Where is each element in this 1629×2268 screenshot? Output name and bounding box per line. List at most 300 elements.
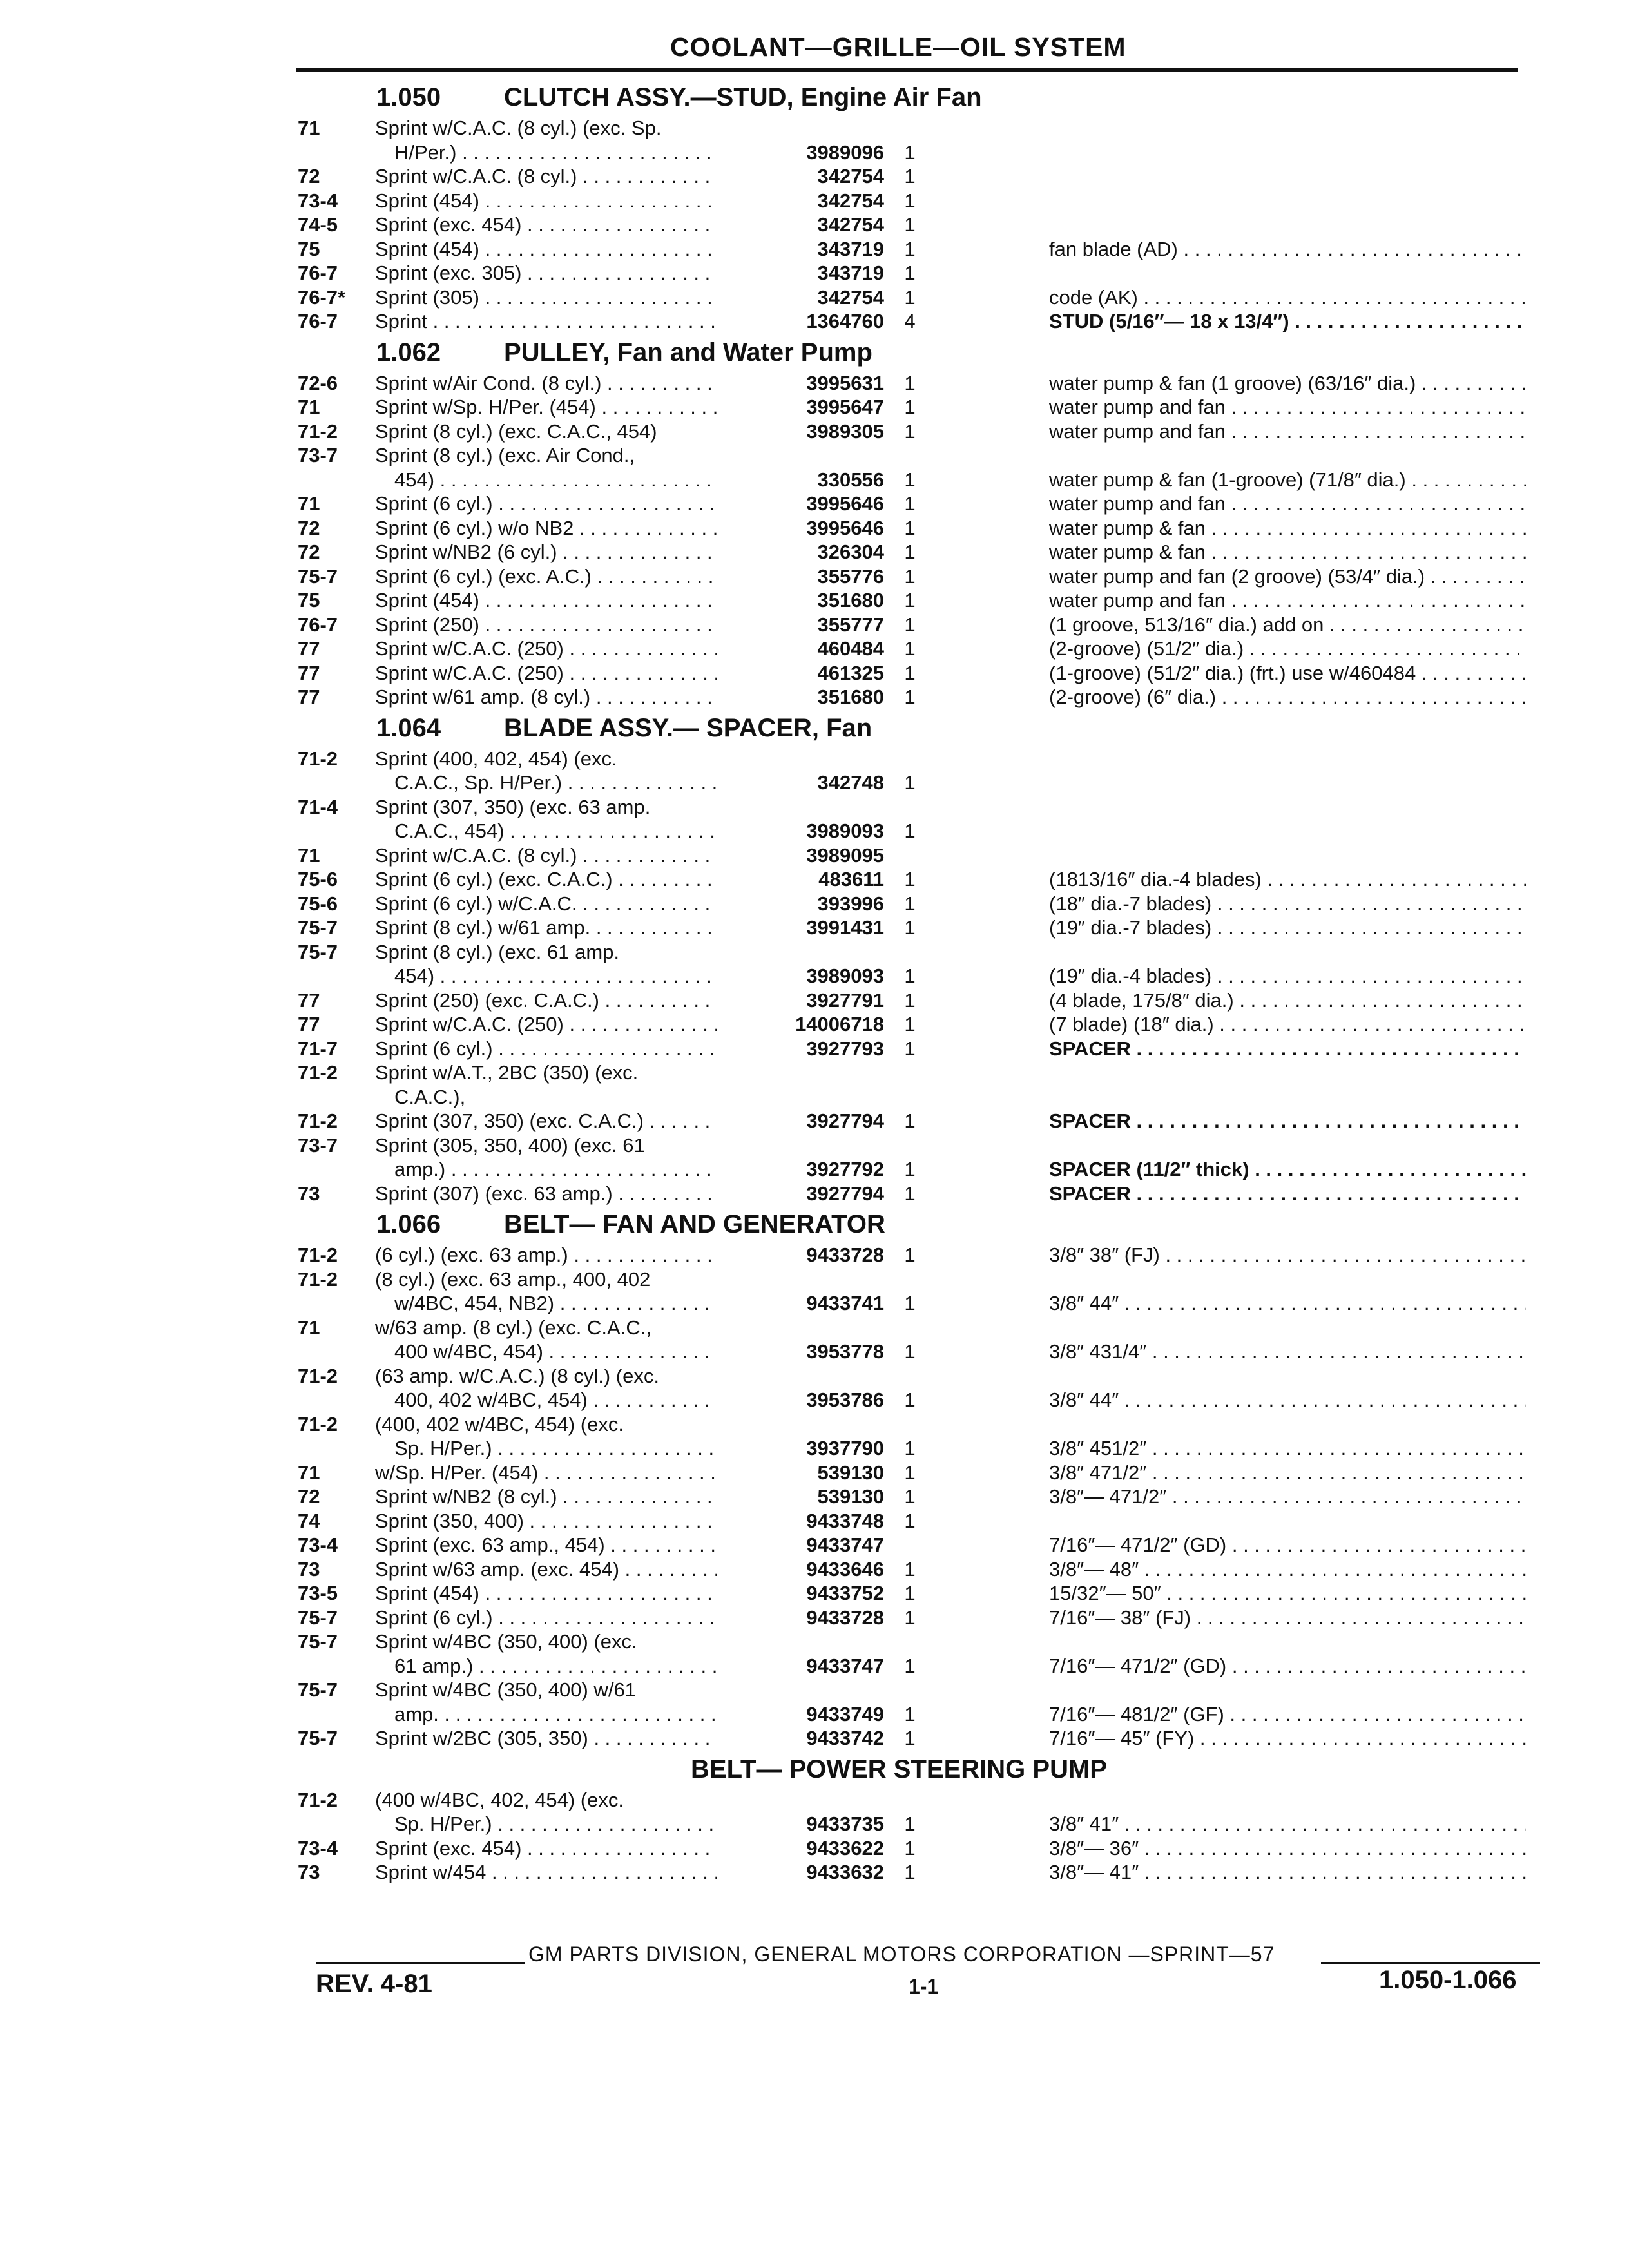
part-description: Sprint (454) . . . — [375, 237, 717, 262]
quantity: 1 — [904, 396, 916, 418]
part-number: 355776 — [817, 564, 884, 588]
quantity: 1 — [904, 541, 916, 563]
part-description: Sprint (454) . . . — [375, 189, 717, 213]
part-note: 7/16″— 38″ (FJ) . . . — [1049, 1606, 1526, 1629]
note-row — [1049, 540, 1526, 564]
part-description: H/Per.) . . . — [394, 140, 717, 165]
table-row — [298, 1388, 942, 1412]
table-row — [298, 1788, 942, 1812]
quantity: 1 — [904, 262, 916, 284]
note-row — [1049, 1702, 1526, 1727]
note-row — [1049, 1133, 1526, 1158]
quantity: 1 — [904, 916, 916, 939]
table-row — [298, 1085, 942, 1110]
part-description: w/4BC, 454, NB2) . . . — [394, 1291, 717, 1316]
note-row — [1049, 213, 1526, 237]
quantity: 1 — [904, 965, 916, 987]
part-number: 9433748 — [806, 1509, 884, 1532]
quantity: 1 — [904, 1182, 916, 1205]
part-number: 9433752 — [806, 1582, 884, 1604]
part-description: Sprint w/Sp. H/Per. (454) . . . — [375, 395, 717, 419]
table-row — [298, 1836, 942, 1861]
part-note: SPACER . . . — [1049, 1182, 1526, 1205]
illustration-number: 73-7 — [298, 1133, 338, 1157]
part-description: Sprint w/C.A.C. (250) . . . — [375, 1012, 717, 1037]
part-description: Sprint (8 cyl.) (exc. 61 amp. — [375, 940, 620, 963]
part-note: SPACER (11/2″ thick) . . . — [1049, 1158, 1526, 1180]
table-row — [298, 395, 942, 419]
table-row — [298, 1243, 942, 1267]
section-number: 1.062 — [376, 338, 441, 367]
part-description: w/63 amp. (8 cyl.) (exc. C.A.C., — [375, 1316, 651, 1339]
part-note: 7/16″— 45″ (FY) . . . — [1049, 1727, 1526, 1749]
part-note: SPACER . . . — [1049, 1110, 1526, 1132]
part-note: 3/8″— 36″ . . . — [1049, 1837, 1526, 1860]
table-row — [298, 213, 942, 237]
part-description: Sprint (6 cyl.) . . . — [375, 492, 717, 516]
quantity: 1 — [904, 1340, 916, 1363]
table-row — [298, 309, 942, 334]
illustration-number: 75-7 — [298, 1630, 338, 1653]
part-description: Sprint (400, 402, 454) (exc. — [375, 747, 617, 770]
section-number: 1.066 — [376, 1210, 441, 1238]
part-description: Sprint (8 cyl.) (exc. Air Cond., — [375, 444, 635, 466]
part-number: 539130 — [817, 1461, 884, 1484]
illustration-number: 71 — [298, 843, 320, 867]
illustration-number: 71-2 — [298, 1110, 338, 1132]
note-row — [1049, 1533, 1526, 1557]
part-number: 460484 — [817, 637, 884, 660]
table-row — [298, 1606, 942, 1630]
note-row — [1049, 1012, 1526, 1037]
quantity: 1 — [904, 165, 916, 187]
part-description: Sprint (8 cyl.) w/61 amp. . . . — [375, 916, 717, 940]
part-number: 1364760 — [806, 310, 884, 332]
note-row — [1049, 1654, 1526, 1678]
quantity: 1 — [904, 1389, 916, 1411]
table-row — [298, 1678, 942, 1702]
table-row — [298, 892, 942, 916]
note-row — [1049, 1316, 1526, 1340]
section-name: CLUTCH ASSY.—STUD, Engine Air Fan — [504, 83, 982, 111]
note-row — [1049, 1109, 1526, 1133]
quantity: 1 — [904, 637, 916, 660]
table-row — [298, 285, 942, 310]
table-row — [298, 1533, 942, 1557]
part-description: (63 amp. w/C.A.C.) (8 cyl.) (exc. — [375, 1364, 659, 1387]
quantity: 1 — [904, 1702, 916, 1725]
table-row — [298, 1340, 942, 1364]
illustration-number: 71-4 — [298, 795, 338, 818]
quantity: 1 — [904, 1509, 916, 1532]
table-row — [298, 1037, 942, 1061]
note-row — [1049, 1485, 1526, 1509]
quantity: 1 — [904, 771, 916, 794]
illustration-number: 75-6 — [298, 892, 338, 915]
note-row — [1049, 1509, 1526, 1533]
table-row — [298, 795, 942, 820]
note-row — [1049, 1182, 1526, 1206]
part-note: 3/8″ 38″ (FJ) . . . — [1049, 1244, 1526, 1266]
part-note: fan blade (AD) . . . — [1049, 238, 1526, 260]
part-note: 3/8″— 41″ . . . — [1049, 1861, 1526, 1883]
quantity: 1 — [904, 1727, 916, 1749]
quantity: 1 — [904, 892, 916, 915]
part-description: Sprint (6 cyl.) . . . — [375, 1606, 717, 1630]
illustration-number: 73-4 — [298, 1533, 338, 1556]
part-description: (400 w/4BC, 402, 454) (exc. — [375, 1788, 624, 1811]
part-number: 9433622 — [806, 1836, 884, 1860]
note-row — [1049, 685, 1526, 709]
part-number: 461325 — [817, 661, 884, 684]
note-row — [1049, 988, 1526, 1013]
illustration-number: 74-5 — [298, 213, 338, 236]
section-heading — [298, 709, 942, 747]
part-number: 330556 — [817, 468, 884, 491]
part-number: 9433747 — [806, 1533, 884, 1556]
part-note: 15/32″— 50″ . . . — [1049, 1582, 1526, 1604]
table-row — [298, 661, 942, 686]
table-row — [298, 747, 942, 771]
illustration-number: 71-2 — [298, 419, 338, 443]
note-row — [1049, 419, 1526, 444]
part-note: water pump & fan (1 groove) (63/16″ dia.) . . . — [1049, 372, 1526, 394]
part-number: 483611 — [818, 868, 884, 890]
part-description: C.A.C., Sp. H/Per.) . . . — [394, 771, 717, 795]
table-row — [298, 916, 942, 940]
part-description: (8 cyl.) (exc. 63 amp., 400, 402 — [375, 1267, 651, 1291]
part-description: Sprint (exc. 454) . . . — [375, 1836, 717, 1861]
footer-rule-right — [1321, 1962, 1540, 1964]
part-description: Sprint w/C.A.C. (8 cyl.) (exc. Sp. — [375, 117, 662, 139]
note-row — [1049, 1629, 1526, 1654]
note-row — [1049, 1557, 1526, 1582]
part-description: 61 amp.) . . . — [394, 1654, 717, 1678]
table-row — [298, 1509, 942, 1533]
part-description: Sprint w/NB2 (6 cyl.) . . . — [375, 540, 717, 564]
section-heading — [298, 1751, 1107, 1788]
note-row — [1049, 285, 1526, 310]
part-note: (2-groove) (51/2″ dia.) . . . — [1049, 637, 1526, 660]
part-number: 355777 — [817, 613, 884, 636]
quantity: 1 — [904, 1437, 916, 1459]
note-row — [1049, 189, 1526, 213]
note-row — [1049, 1606, 1526, 1630]
table-row — [298, 1629, 942, 1654]
section-spacer — [1049, 1751, 1526, 1788]
illustration-number: 77 — [298, 988, 320, 1012]
part-note: water pump & fan (1-groove) (71/8″ dia.) . . . — [1049, 468, 1526, 491]
table-row — [298, 1267, 942, 1292]
table-row — [298, 564, 942, 589]
section-heading — [298, 1206, 942, 1243]
part-note: 3/8″ 44″ . . . — [1049, 1389, 1526, 1411]
part-number: 3989093 — [806, 965, 884, 987]
section-name: BELT— FAN AND GENERATOR — [504, 1210, 885, 1238]
part-description: (400, 402 w/4BC, 454) (exc. — [375, 1412, 624, 1436]
quantity: 1 — [904, 189, 916, 212]
note-row — [1049, 940, 1526, 965]
section-range: 1.050-1.066 — [1379, 1966, 1517, 1994]
part-note: (1-groove) (51/2″ dia.) (frt.) use w/460484 . . . — [1049, 662, 1526, 684]
part-note: 3/8″ 471/2″ . . . — [1049, 1461, 1526, 1484]
part-number: 342754 — [817, 189, 884, 212]
part-note: (1 groove, 513/16″ dia.) add on . . . — [1049, 613, 1526, 636]
note-row — [1049, 1037, 1526, 1061]
illustration-number: 75-7 — [298, 564, 338, 588]
illustration-number: 76-7 — [298, 262, 338, 284]
illustration-number: 71 — [298, 396, 320, 418]
illustration-number: 75-7 — [298, 1678, 338, 1701]
note-row — [1049, 771, 1526, 795]
quantity: 1 — [904, 564, 916, 588]
part-note: water pump & fan . . . — [1049, 541, 1526, 563]
part-number: 393996 — [817, 892, 884, 915]
note-row — [1049, 1085, 1526, 1110]
part-number: 343719 — [817, 237, 884, 260]
quantity: 1 — [904, 686, 916, 708]
illustration-number: 73 — [298, 1557, 320, 1581]
part-description: Sprint (exc. 305) . . . — [375, 261, 717, 285]
note-row — [1049, 140, 1526, 165]
part-number: 3927791 — [806, 988, 884, 1012]
note-row — [1049, 1678, 1526, 1702]
part-number: 3937790 — [806, 1437, 884, 1459]
note-row — [1049, 637, 1526, 661]
part-description: Sprint w/4BC (350, 400) (exc. — [375, 1630, 637, 1653]
section-spacer — [1049, 709, 1526, 747]
illustration-number: 71-2 — [298, 747, 338, 770]
illustration-number: 73 — [298, 1861, 320, 1883]
illustration-number: 75-7 — [298, 916, 338, 939]
table-row — [298, 189, 942, 213]
note-row — [1049, 564, 1526, 589]
part-number: 351680 — [817, 686, 884, 708]
quantity: 1 — [904, 213, 916, 236]
illustration-number: 72 — [298, 516, 320, 539]
illustration-number: 77 — [298, 661, 320, 684]
note-row — [1049, 468, 1526, 492]
revision-label: REV. 4-81 — [316, 1970, 432, 1998]
illustration-number: 77 — [298, 1013, 320, 1035]
part-description: 400, 402 w/4BC, 454) . . . — [394, 1388, 717, 1412]
table-row — [298, 468, 942, 492]
part-description: Sprint w/A.T., 2BC (350) (exc. — [375, 1061, 639, 1084]
table-row — [298, 771, 942, 795]
illustration-number: 75-7 — [298, 1606, 338, 1629]
part-description: Sprint (exc. 454) . . . — [375, 213, 717, 237]
quantity: 1 — [904, 1158, 916, 1180]
part-note: (2-groove) (6″ dia.) . . . — [1049, 686, 1526, 708]
part-note: (4 blade, 175/8″ dia.) . . . — [1049, 989, 1526, 1012]
note-row — [1049, 964, 1526, 988]
part-description: Sp. H/Per.) . . . — [394, 1812, 717, 1836]
illustration-number: 76-7* — [298, 285, 346, 309]
section-spacer — [1049, 79, 1526, 116]
table-row — [298, 940, 942, 965]
part-number: 3995647 — [806, 396, 884, 418]
part-note: 3/8″— 48″ . . . — [1049, 1558, 1526, 1581]
part-description: Sprint w/C.A.C. (8 cyl.) . . . — [375, 843, 717, 868]
note-row — [1049, 795, 1526, 820]
part-number: 343719 — [817, 262, 884, 284]
note-row — [1049, 237, 1526, 262]
illustration-number: 73-7 — [298, 444, 338, 466]
table-row — [298, 867, 942, 892]
part-description: Sprint (305, 350, 400) (exc. 61 — [375, 1133, 645, 1157]
note-row — [1049, 371, 1526, 396]
quantity: 1 — [904, 1292, 916, 1314]
note-row — [1049, 1364, 1526, 1389]
illustration-number: 73 — [298, 1182, 320, 1205]
quantity: 1 — [904, 419, 916, 443]
table-row — [298, 237, 942, 262]
quantity: 1 — [904, 661, 916, 684]
illustration-number: 73-5 — [298, 1582, 338, 1604]
note-row — [1049, 395, 1526, 419]
part-note: 7/16″— 481/2″ (GF) . . . — [1049, 1703, 1526, 1725]
part-number: 3953778 — [806, 1340, 884, 1363]
quantity: 1 — [904, 1606, 916, 1629]
illustration-number: 75 — [298, 237, 320, 260]
part-description: C.A.C., 454) . . . — [394, 819, 717, 843]
illustration-number: 77 — [298, 686, 320, 708]
note-row — [1049, 1412, 1526, 1437]
note-row — [1049, 1436, 1526, 1461]
part-number: 3995646 — [806, 492, 884, 515]
illustration-number: 71-2 — [298, 1364, 338, 1387]
note-row — [1049, 492, 1526, 516]
table-row — [298, 1702, 942, 1727]
illustration-number: 75 — [298, 589, 320, 611]
table-row — [298, 1291, 942, 1316]
illustration-number: 71-2 — [298, 1267, 338, 1291]
quantity: 1 — [904, 1037, 916, 1060]
table-row — [298, 1860, 942, 1885]
part-note: water pump and fan . . . — [1049, 420, 1526, 443]
illustration-number: 71 — [298, 1461, 320, 1484]
quantity: 1 — [904, 1836, 916, 1860]
quantity: 1 — [904, 516, 916, 539]
quantity: 4 — [904, 310, 916, 332]
part-number: 14006718 — [795, 1013, 884, 1035]
illustration-number: 77 — [298, 637, 320, 660]
part-number: 3989096 — [806, 140, 884, 164]
part-description: Sprint w/2BC (305, 350) . . . — [375, 1726, 717, 1751]
note-row — [1049, 1461, 1526, 1485]
part-note: 3/8″— 471/2″ . . . — [1049, 1485, 1526, 1508]
section-name: BELT— POWER STEERING PUMP — [691, 1754, 1107, 1783]
quantity: 1 — [904, 1485, 916, 1508]
note-row — [1049, 1812, 1526, 1836]
illustration-number: 73-4 — [298, 189, 338, 212]
note-row — [1049, 747, 1526, 771]
table-row — [298, 988, 942, 1013]
part-note: water pump and fan . . . — [1049, 492, 1526, 515]
note-row — [1049, 1157, 1526, 1182]
part-description: w/Sp. H/Per. (454) . . . — [375, 1461, 717, 1485]
part-description: amp.) . . . — [394, 1157, 717, 1182]
quantity: 1 — [904, 1812, 916, 1835]
note-row — [1049, 1340, 1526, 1364]
illustration-number: 72 — [298, 1485, 320, 1508]
illustration-number: 71 — [298, 117, 320, 139]
table-row — [298, 261, 942, 285]
illustration-number: 75-7 — [298, 940, 338, 963]
illustration-number: 75-7 — [298, 1727, 338, 1749]
table-row — [298, 516, 942, 541]
part-number: 326304 — [817, 541, 884, 563]
note-row — [1049, 1836, 1526, 1861]
part-description: Sprint (6 cyl.) (exc. C.A.C.) . . . — [375, 867, 717, 892]
part-note: (19″ dia.-7 blades) . . . — [1049, 916, 1526, 939]
table-row — [298, 140, 942, 165]
part-note: water pump & fan . . . — [1049, 517, 1526, 539]
table-row — [298, 964, 942, 988]
note-row — [1049, 1788, 1526, 1812]
part-number: 3927793 — [806, 1037, 884, 1060]
illustration-number: 75-6 — [298, 868, 338, 890]
part-note: 3/8″ 451/2″ . . . — [1049, 1437, 1526, 1459]
table-row — [298, 116, 942, 140]
part-number: 9433735 — [806, 1812, 884, 1835]
part-description: Sprint w/4BC (350, 400) w/61 — [375, 1678, 636, 1701]
part-number: 342754 — [817, 213, 884, 236]
illustration-number: 71-2 — [298, 1788, 338, 1811]
footer-rule-left — [316, 1962, 525, 1964]
part-note: water pump and fan . . . — [1049, 589, 1526, 611]
quantity: 1 — [904, 1013, 916, 1035]
section-spacer — [1049, 334, 1526, 371]
part-number: 9433742 — [806, 1727, 884, 1749]
section-name: BLADE ASSY.— SPACER, Fan — [504, 713, 872, 742]
section-spacer — [1049, 1206, 1526, 1243]
quantity: 1 — [904, 285, 916, 309]
table-row — [298, 819, 942, 843]
part-description: amp. . . . — [394, 1702, 717, 1727]
table-row — [298, 371, 942, 396]
part-description: Sprint (6 cyl.) w/o NB2 . . . — [375, 516, 717, 541]
note-row — [1049, 261, 1526, 285]
table-row — [298, 443, 942, 468]
part-description: Sprint (6 cyl.) (exc. A.C.) . . . — [375, 564, 717, 589]
part-number: 3995631 — [806, 371, 884, 394]
part-description: 454) . . . — [394, 964, 717, 988]
illustration-number: 71 — [298, 492, 320, 515]
part-description: Sprint w/C.A.C. (250) . . . — [375, 637, 717, 661]
table-row — [298, 540, 942, 564]
part-number: 3927794 — [806, 1110, 884, 1132]
footer-publisher: GM PARTS DIVISION, GENERAL MOTORS CORPORATION —SPRINT—57 — [528, 1943, 1275, 1966]
part-description: Sprint (305) . . . — [375, 285, 717, 310]
illustration-number: 76-7 — [298, 310, 338, 332]
part-number: 9433632 — [806, 1861, 884, 1883]
part-number: 3989095 — [806, 843, 884, 867]
quantity: 1 — [904, 1461, 916, 1484]
note-row — [1049, 443, 1526, 468]
table-row — [298, 1812, 942, 1836]
part-note: 7/16″— 471/2″ (GD) . . . — [1049, 1533, 1526, 1556]
quantity: 1 — [904, 1244, 916, 1266]
part-note: water pump and fan (2 groove) (53/4″ dia.) . . . — [1049, 565, 1526, 588]
note-row — [1049, 1860, 1526, 1885]
part-number: 3989093 — [806, 820, 884, 842]
table-row — [298, 1133, 942, 1158]
section-name: PULLEY, Fan and Water Pump — [504, 338, 872, 367]
note-row — [1049, 661, 1526, 686]
part-description: Sprint w/63 amp. (exc. 454) . . . — [375, 1557, 717, 1582]
section-heading — [298, 79, 982, 116]
